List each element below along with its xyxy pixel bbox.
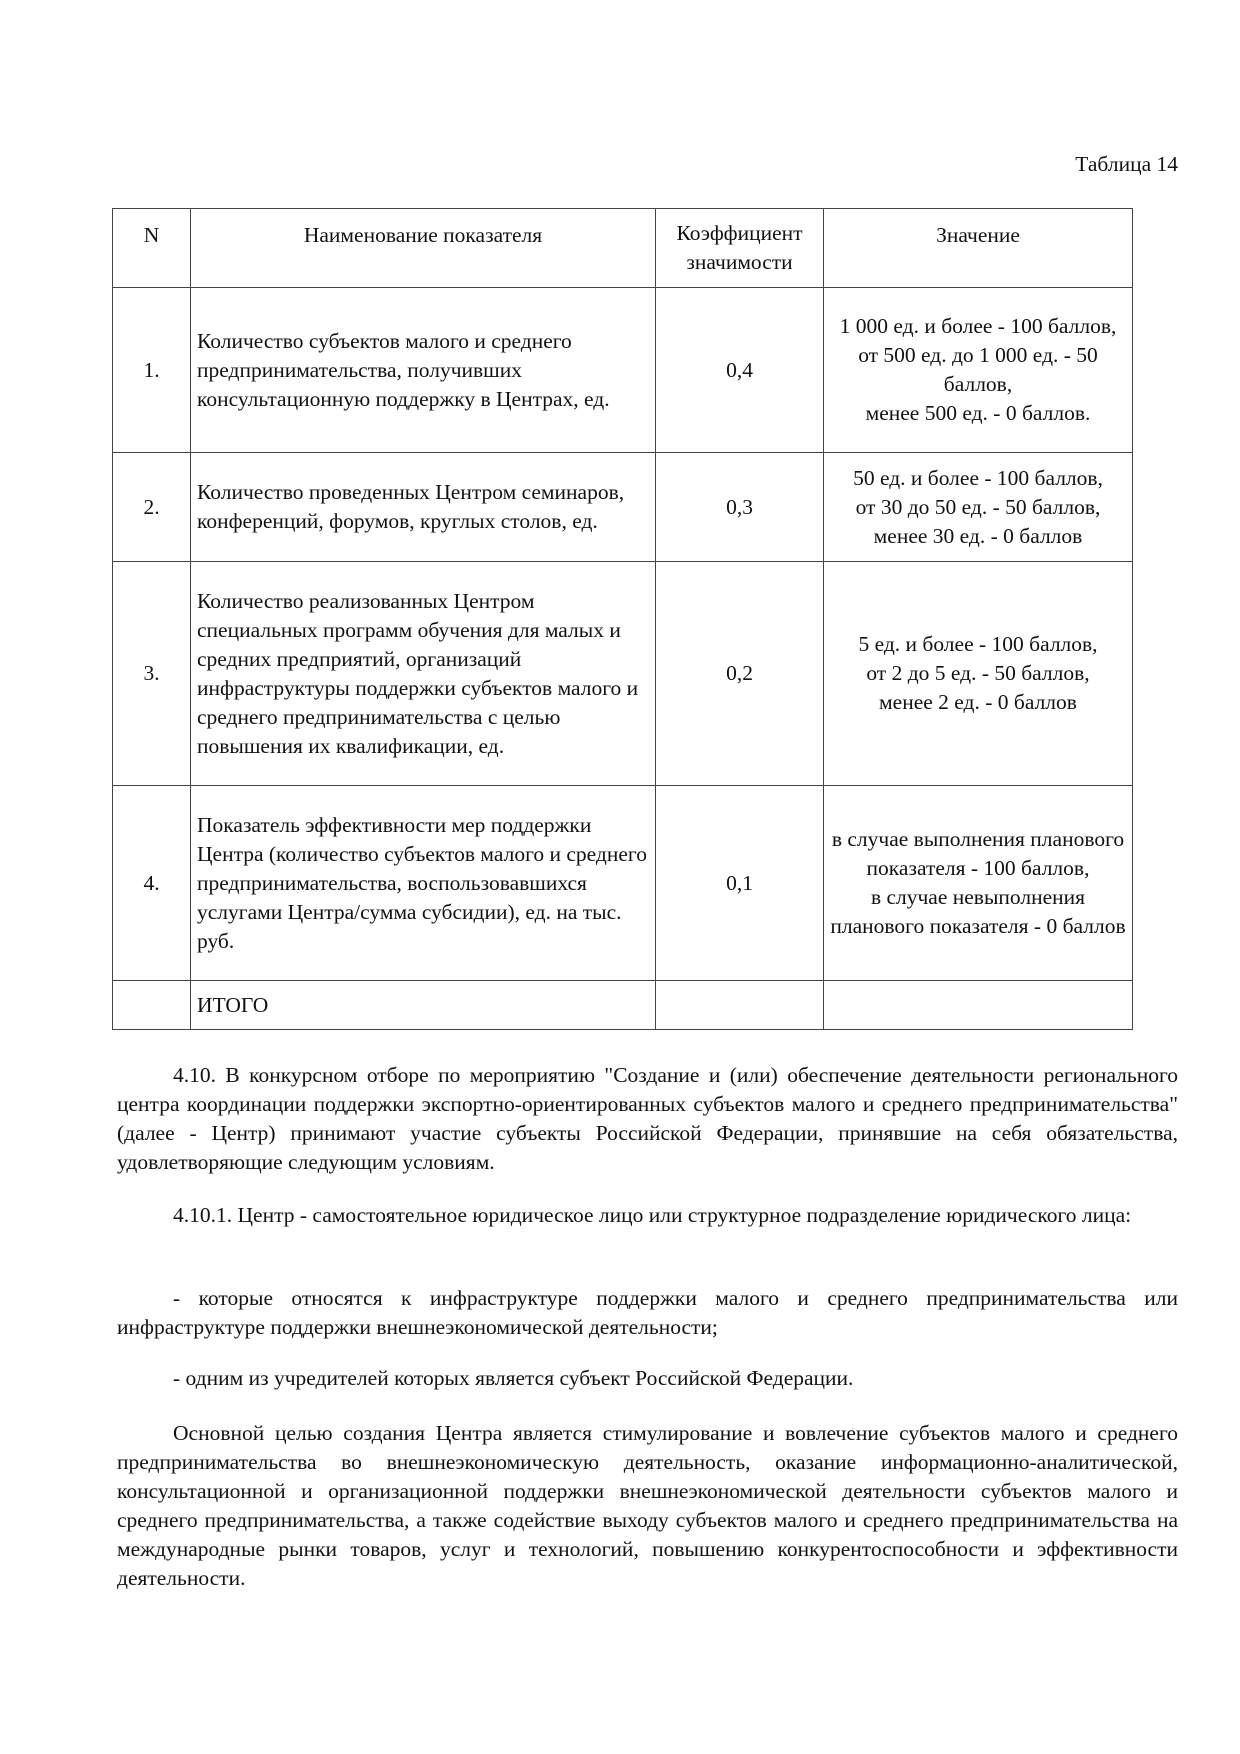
row-number: 1.: [113, 288, 191, 453]
row-value: [824, 288, 1133, 453]
paragraph-4-10: 4.10. В конкурсном отборе по мероприятию "Создание и (или) обеспечение деятельности регионального центра координации поддержки экспортно-ориентированных субъектов малого и среднего предпринимательства" (далее - Центр) принимают участие субъекты Российской Федерации, принявшие на себя обязательства, удовлетворяющие следующим условиям.: [117, 1063, 1178, 1174]
row-coef: 0,3: [656, 453, 824, 562]
header-n: N: [113, 209, 191, 288]
header-coef: Коэффициент значимости: [656, 209, 824, 288]
row-coef: 0,1: [656, 786, 824, 981]
value-line: менее 2 ед. - 0 баллов: [879, 690, 1077, 714]
row-name: Показатель эффективности мер поддержки Центра (количество субъектов малого и среднего предпринимательства, воспользовавшихся услугами Центра/сумма субсидии), ед. на тыс. руб.: [191, 786, 656, 981]
row-value: [824, 453, 1133, 562]
value-line: 1 000 ед. и более - 100 баллов,: [839, 314, 1117, 338]
value-line: менее 500 ед. - 0 баллов.: [865, 401, 1091, 425]
table-row: [113, 288, 1133, 453]
header-name: Наименование показателя: [191, 209, 656, 288]
row-name: Количество проведенных Центром семинаров, конференций, форумов, круглых столов, ед.: [191, 453, 656, 562]
value-line: 50 ед. и более - 100 баллов,: [853, 465, 1103, 490]
row-number: [113, 981, 191, 1030]
row-name: Количество субъектов малого и среднего предпринимательства, получивших консультационную поддержку в Центрах, ед.: [191, 288, 656, 453]
value-line: в случае невыполнения планового показателя - 0 баллов: [830, 885, 1126, 938]
row-value: [824, 562, 1133, 786]
value-line: 5 ед. и более - 100 баллов,: [858, 632, 1098, 656]
value-line: от 2 до 5 ед. - 50 баллов,: [866, 661, 1090, 685]
indicators-table: [112, 208, 1133, 1030]
row-value: [824, 981, 1133, 1030]
table-header-row: [113, 209, 1133, 288]
value-line: от 30 до 50 ед. - 50 баллов,: [855, 494, 1101, 519]
row-number: 3.: [113, 562, 191, 786]
value-line: в случае выполнения планового показателя - 100 баллов,: [831, 827, 1125, 880]
table-row: [113, 786, 1133, 981]
list-item: - одним из учредителей которых является субъект Российской Федерации.: [173, 1366, 854, 1390]
row-number: 4.: [113, 786, 191, 981]
table-caption: Таблица 14: [1075, 152, 1178, 176]
row-name: Количество реализованных Центром специальных программ обучения для малых и средних предприятий, организаций инфраструктуры поддержки субъектов малого и среднего предпринимательства с целью повышения их квалификации, ед.: [191, 562, 656, 786]
value-line: менее 30 ед. - 0 баллов: [873, 523, 1083, 548]
table-row: [113, 562, 1133, 786]
row-coef: [656, 981, 824, 1030]
table-total-row: [113, 981, 1133, 1030]
value-line: от 500 ед. до 1 000 ед. - 50 баллов,: [858, 343, 1098, 396]
table-row: [113, 453, 1133, 562]
total-label: ИТОГО: [191, 981, 656, 1030]
paragraph-4-10-1: 4.10.1. Центр - самостоятельное юридическое лицо или структурное подразделение юридического лица:: [173, 1203, 1132, 1227]
paragraph-goal: Основной целью создания Центра является стимулирование и вовлечение субъектов малого и среднего предпринимательства во внешнеэкономическую деятельность, оказание информационно-аналитической, консультационной и организационной поддержки внешнеэкономической деятельности субъектов малого и среднего предпринимательства, а также содействие выходу субъектов малого и среднего предпринимательства на международные рынки товаров, услуг и технологий, повышению конкурентоспособности и эффективности деятельности.: [117, 1421, 1178, 1590]
row-value: [824, 786, 1133, 981]
row-coef: 0,4: [656, 288, 824, 453]
row-coef: 0,2: [656, 562, 824, 786]
row-number: 2.: [113, 453, 191, 562]
list-item: - которые относятся к инфраструктуре поддержки малого и среднего предпринимательства или инфраструктуре поддержки внешнеэкономической деятельности;: [117, 1286, 1178, 1339]
header-value: Значение: [824, 209, 1133, 288]
